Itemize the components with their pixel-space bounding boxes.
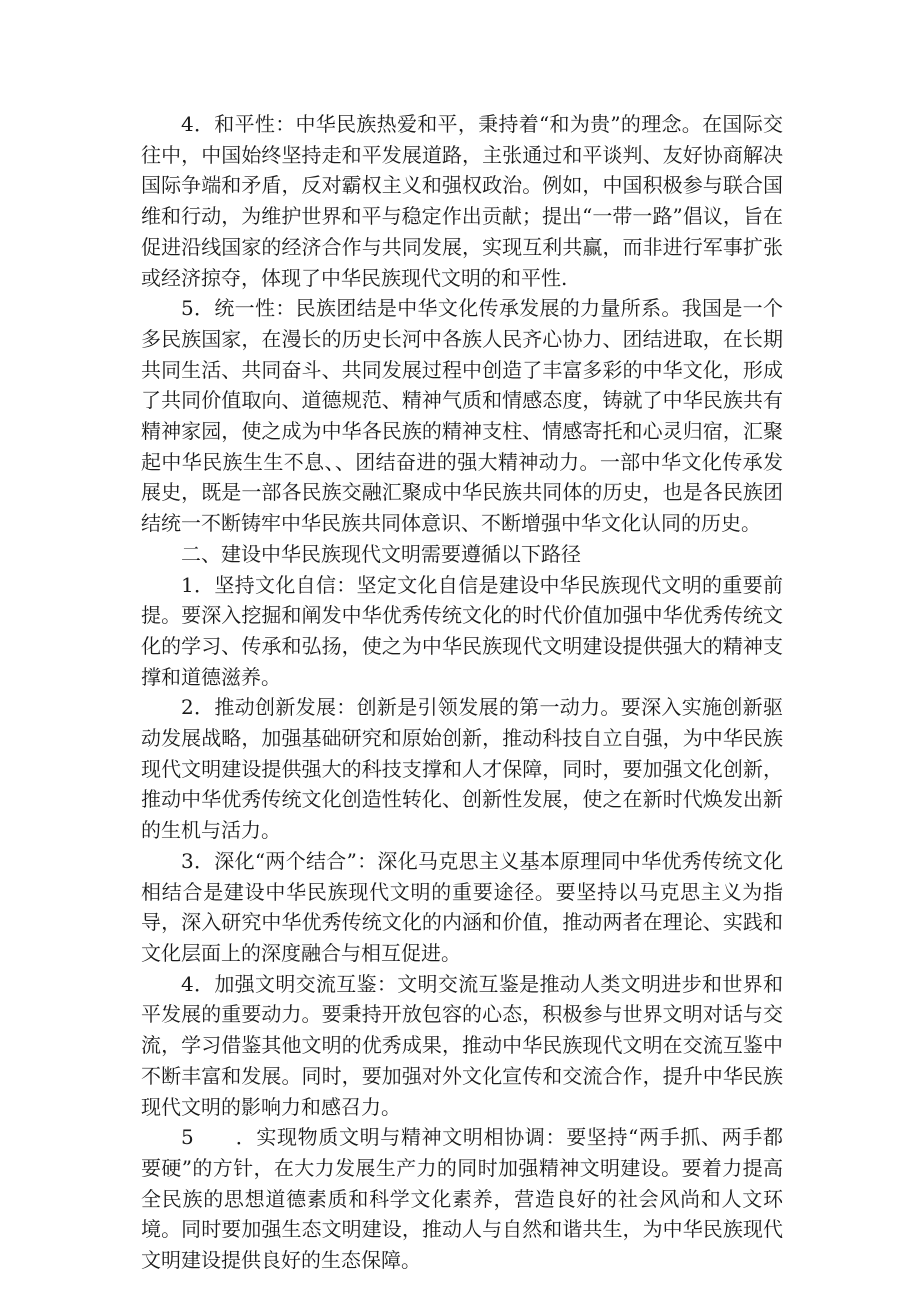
paragraph-civilization-exchange: 4．加强文明交流互鉴：文明交流互鉴是推动人类文明进步和世界和平发展的重要动力。要秉持开放包容的心态，积极参与世界文明对话与交流，学习借鉴其他文明的优秀成果，推动中华民族现代文明在交流互鉴中不断丰富和发展。同时，要加强对外文化宣传和交流合作，提升中华民族现代文明的影响力和感召力。 bbox=[141, 971, 783, 1119]
paragraph-cultural-confidence: 1．坚持文化自信：坚定文化自信是建设中华民族现代文明的重要前提。要深入挖掘和阐发中华优秀传统文化的时代价值加强中华优秀传统文化的学习、传承和弘扬，使之为中华民族现代文明建设提供强大的精神支撑和道德滋养。 bbox=[141, 572, 783, 689]
paragraph-material-spiritual: 5 ．实现物质文明与精神文明相协调：要坚持“两手抓、两手都要硬”的方针，在大力发展生产力的同时加强精神文明建设。要着力提高全民族的思想道德素质和科学文化素养，营造良好的社会风尚和人文环境。同时要加强生态文明建设，推动人与自然和谐共生，为中华民族现代文明建设提供良好的生态保障。 bbox=[141, 1125, 783, 1273]
section-heading-paths: 二、建设中华民族现代文明需要遵循以下路径 bbox=[181, 541, 581, 566]
document-body bbox=[141, 109, 783, 1276]
paragraph-unity: 5．统一性：民族团结是中华文化传承发展的力量所系。我国是一个多民族国家，在漫长的历史长河中各族人民齐心协力、团结进取，在长期共同生活、共同奋斗、共同发展过程中创造了丰富多彩的中华文化，形成了共同价值取向、道德规范、精神气质和情感态度，铸就了中华民族共有精神家园，使之成为中华各民族的精神支柱、情感寄托和心灵归宿，汇聚起中华民族生生不息、、团结奋进的强大精神动力。一部中华文化传承发展史，既是一部各民族交融汇聚成中华民族共同体的历史，也是各民族团结统一不断铸牢中华民族共同体意识、不断增强中华文化认同的历史。 bbox=[141, 296, 783, 536]
paragraph-innovation: 2．推动创新发展：创新是引领发展的第一动力。要深入实施创新驱动发展战略，加强基础研究和原始创新，推动科技自立自强，为中华民族现代文明建设提供强大的科技支撑和人才保障，同时，要加强文化创新，推动中华优秀传统文化创造性转化、创新性发展，使之在新时代焕发出新的生机与活力。 bbox=[141, 695, 783, 843]
paragraph-peacefulness: 4．和平性：中华民族热爱和平，秉持着“和为贵”的理念。在国际交往中，中国始终坚持走和平发展道路，主张通过和平谈判、友好协商解决国际争端和矛盾，反对霸权主义和强权政治。例如，中国积极参与联合国维和行动，为维护世界和平与稳定作出贡献；提出“一带一路”倡议，旨在促进沿线国家的经济合作与共同发展，实现互利共赢，而非进行军事扩张或经济掠夺，体现了中华民族现代文明的和平性. bbox=[141, 112, 783, 290]
paragraph-two-combinations: 3．深化“两个结合”：深化马克思主义基本原理同中华优秀传统文化相结合是建设中华民族现代文明的重要途径。要坚持以马克思主义为指导，深入研究中华优秀传统文化的内涵和价值，推动两者在理论、实践和文化层面上的深度融合与相互促进。 bbox=[141, 848, 783, 965]
